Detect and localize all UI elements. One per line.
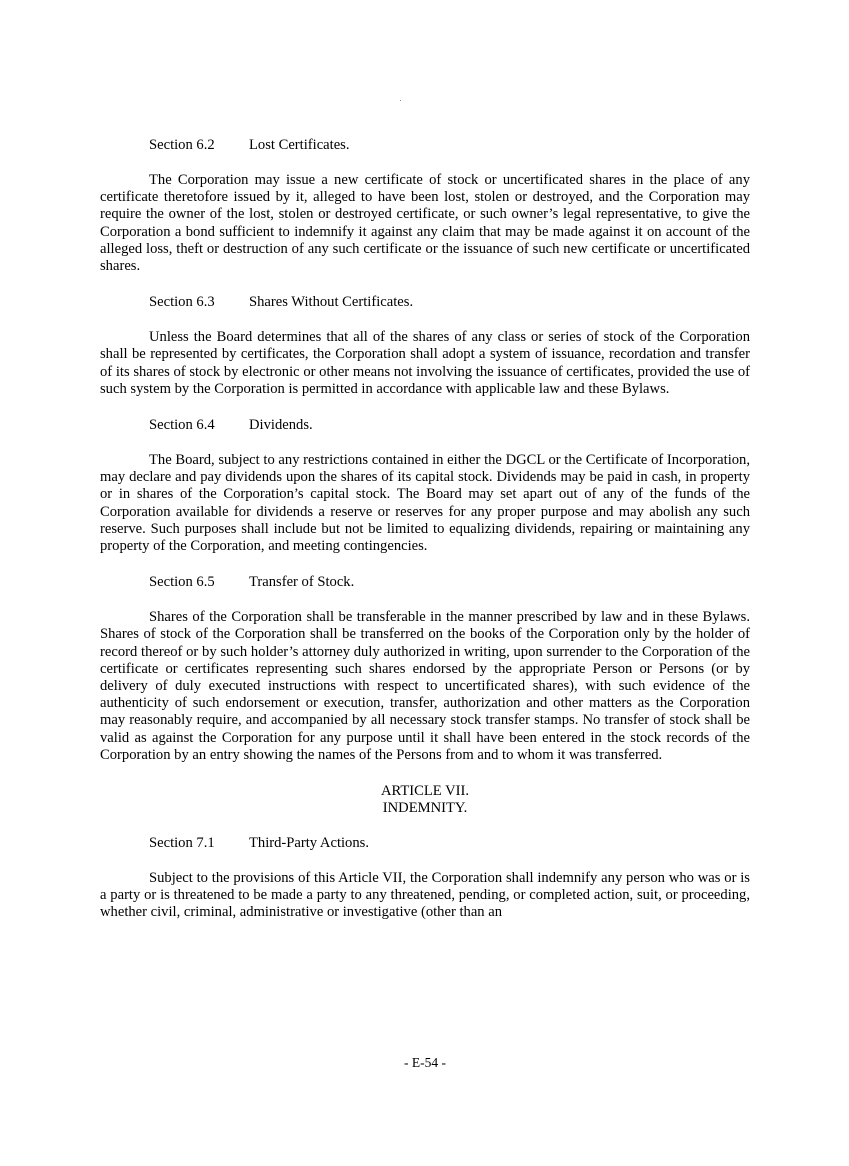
- page-content: [100, 137, 750, 941]
- section-6-3-body: Unless the Board determines that all of the shares of any class or series of stock of the Corporation shall be represented by certificates, the Corporation shall adopt a system of issuance, recordation and transfer of its shares of stock by electronic or other means not involving the issuance of certificates, provided the use of such system by the Corporation is permitted in accordance with applicable law and these Bylaws.: [100, 329, 750, 397]
- section-6-5-heading: [149, 574, 750, 591]
- section-6-3-heading: [149, 294, 750, 311]
- article-title: INDEMNITY.: [382, 800, 468, 817]
- section-number: Section 6.4: [149, 417, 215, 434]
- section-number: Section 6.5: [149, 574, 215, 591]
- article-number: ARTICLE VII.: [380, 783, 470, 800]
- article-heading: [100, 783, 750, 817]
- section-7-1-heading: [149, 835, 750, 852]
- section-6-2-body: The Corporation may issue a new certificate of stock or uncertificated shares in the place of any certificate theretofore issued by it, alleged to have been lost, stolen or destroyed, and the Corporation may require the owner of the lost, stolen or destroyed certificate, or such owner’s legal representative, to give the Corporation a bond sufficient to indemnify it against any claim that may be made against it on account of the alleged loss, theft or destruction of any such certificate or the issuance of such new certificate or uncertificated shares.: [100, 172, 750, 275]
- section-title: Third-Party Actions.: [249, 835, 369, 852]
- section-title: Transfer of Stock.: [249, 574, 355, 591]
- document-page: [100, 0, 750, 1166]
- section-number: Section 7.1: [149, 835, 215, 852]
- section-number: Section 6.2: [149, 137, 215, 153]
- section-number: Section 6.3: [149, 294, 215, 311]
- section-6-2-heading: [149, 137, 750, 154]
- scan-dot: [400, 100, 401, 101]
- page-number: - E-54 -: [404, 1055, 446, 1070]
- section-title: Lost Certificates.: [249, 137, 350, 153]
- section-7-1-body: Subject to the provisions of this Article VII, the Corporation shall indemnify any person who was or is a party or is threatened to be made a party to any threatened, pending, or completed action, suit, or proceeding, whether civil, criminal, administrative or investigative (other than an: [100, 870, 750, 921]
- section-6-4-heading: [149, 417, 750, 434]
- section-6-4-body: The Board, subject to any restrictions contained in either the DGCL or the Certificate of Incorporation, may declare and pay dividends upon the shares of its capital stock. Dividends may be paid in cash, in property or in shares of the Corporation’s capital stock. The Board may set apart out of any of the funds of the Corporation available for dividends a reserve or reserves for any proper purpose and may abolish any such reserve. Such purposes shall include but not be limited to equalizing dividends, repairing or maintaining any property of the Corporation, and meeting contingencies.: [100, 452, 750, 555]
- section-6-5-body: Shares of the Corporation shall be transferable in the manner prescribed by law and in these Bylaws. Shares of stock of the Corporation shall be transferred on the books of the Corporation only by the holder of record thereof or by such holder’s attorney duly authorized in writing, upon surrender to the Corporation of the certificate or certificates representing such shares endorsed by the appropriate Person or Persons (or by delivery of duly executed instructions with respect to uncertificated shares), with such evidence of the authenticity of such endorsement or execution, transfer, authorization and other matters as the Corporation may reasonably require, and accompanied by all necessary stock transfer stamps. No transfer of stock shall be valid as against the Corporation for any purpose until it shall have been entered in the stock records of the Corporation by an entry showing the names of the Persons from and to whom it was transferred.: [100, 609, 750, 763]
- section-title: Shares Without Certificates.: [249, 294, 414, 311]
- section-title: Dividends.: [249, 417, 313, 434]
